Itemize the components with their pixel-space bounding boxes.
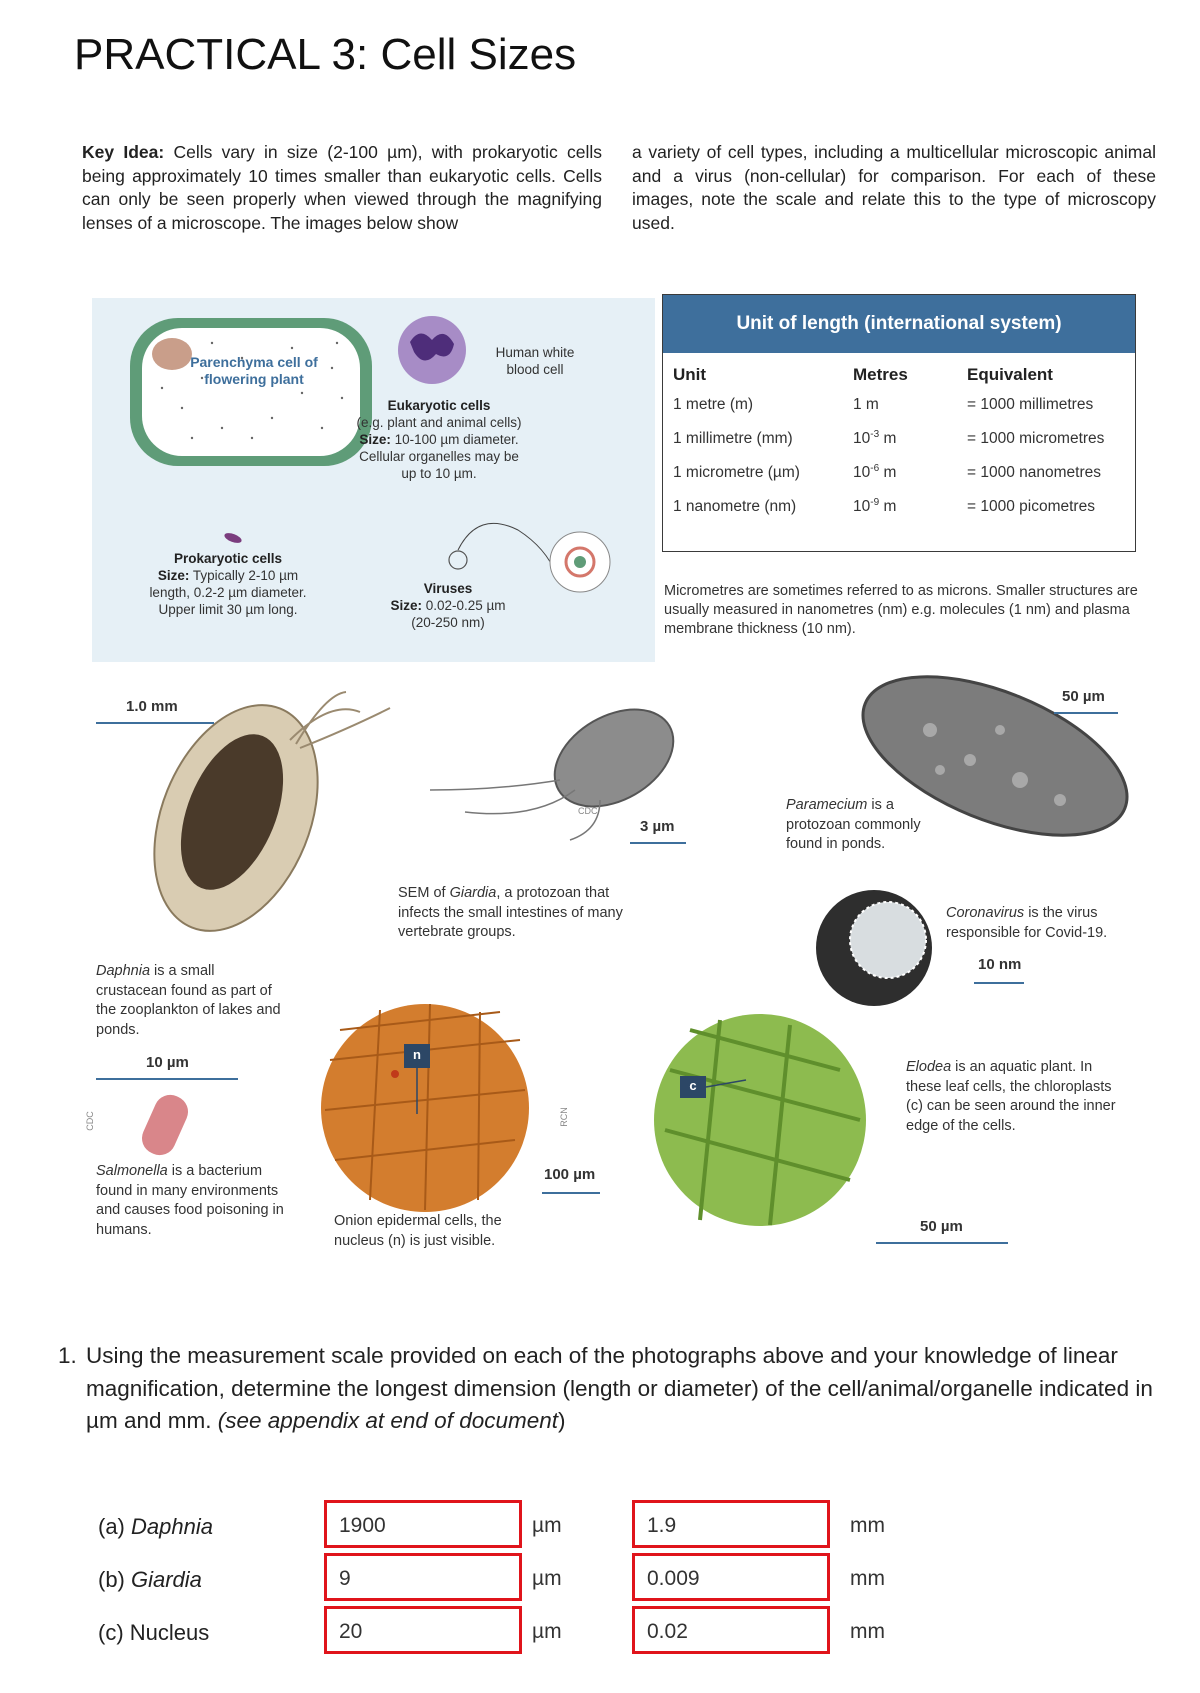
answer-letter: (c) <box>98 1620 130 1645</box>
paramecium-caption <box>786 796 960 855</box>
answer-label <box>98 1514 213 1540</box>
equivalent-column-header: Equivalent <box>967 365 1053 384</box>
key-idea-text-right: a variety of cell types, including a multicellular microscopic animal and a virus (non-cellular) for comparison. For each of these images, note the scale and relate this to the type of microscopy used. <box>632 142 1156 233</box>
answer-um-unit: µm <box>532 1514 562 1537</box>
prokaryotic-limit: Upper limit 30 µm long. <box>158 602 298 617</box>
answer-mm-field[interactable]: 1.9 <box>632 1500 830 1548</box>
elodea-scale-label: 50 µm <box>920 1218 963 1235</box>
unit-cell: 1 nanometre (nm) <box>673 498 797 515</box>
elodea-scale-bar <box>876 1242 1008 1244</box>
equivalent-cell: = 1000 micrometres <box>967 430 1105 447</box>
page-title: PRACTICAL 3: Cell Sizes <box>74 30 577 79</box>
unit-column-header: Unit <box>673 365 707 384</box>
daphnia-caption-name: Daphnia <box>96 963 151 979</box>
coronavirus-caption <box>946 904 1142 943</box>
metres-base: 10 <box>853 498 871 516</box>
question-note: (see appendix at end of document <box>217 1408 559 1433</box>
micron-note: Micrometres are sometimes referred to as microns. Smaller structures are usually measured in nanometres (nm) e.g. molecules (1 nm) and plasma membrane thickness (10 nm). <box>664 583 1138 637</box>
answer-row-b <box>0 1553 1200 1607</box>
question-number: 1. <box>58 1343 77 1368</box>
answer-organism: Giardia <box>131 1567 202 1592</box>
answer-um-unit: µm <box>532 1620 562 1643</box>
onion-credit: RCN <box>558 1107 569 1127</box>
answer-um-unit: µm <box>532 1567 562 1590</box>
giardia-scale-label: 3 µm <box>640 818 675 835</box>
paramecium-caption-name: Paramecium <box>786 797 868 813</box>
unit-cell: 1 micrometre (µm) <box>673 464 800 481</box>
paramecium-caption-post: is a protozoan commonly found in ponds. <box>786 797 921 852</box>
paramecium-scale-label: 50 µm <box>1062 688 1105 705</box>
eukaryotic-size: 10-100 µm diameter. <box>394 432 519 447</box>
salmonella-caption-name: Salmonella <box>96 1163 168 1179</box>
answer-mm-unit: mm <box>850 1620 885 1643</box>
metres-base: 10 <box>853 464 871 482</box>
elodea-caption-post: is an aquatic plant. In these leaf cells, the chloroplasts (c) can be seen around the inner edge of the cells. <box>906 1059 1116 1134</box>
prokaryotic-heading: Prokaryotic cells <box>173 551 283 566</box>
equivalent-cell: = 1000 nanometres <box>967 464 1101 481</box>
salmonella-credit: CDC <box>84 1111 95 1131</box>
virus-size-nm: (20-250 nm) <box>411 615 485 630</box>
giardia-image <box>538 690 691 827</box>
question-close: ) <box>558 1408 566 1433</box>
eukaryotic-example: (e.g. plant and animal cells) <box>356 415 522 430</box>
daphnia-caption-post: is a small crustacean found as part of the zooplankton of lakes and ponds. <box>96 963 281 1038</box>
giardia-caption-post: , a protozoan that infects the small intestines of many vertebrate groups. <box>398 885 623 940</box>
equivalent-cell: = 1000 millimetres <box>967 396 1094 413</box>
answer-um-field[interactable]: 9 <box>324 1553 522 1601</box>
eukaryotic-size-label: Size: <box>359 432 391 447</box>
answer-label <box>98 1567 202 1593</box>
answer-mm-field[interactable]: 0.009 <box>632 1553 830 1601</box>
coronavirus-caption-name: Coronavirus <box>946 905 1025 921</box>
daphnia-scale-bar <box>96 722 214 724</box>
coronavirus-scale-bar <box>974 982 1024 984</box>
elodea-chloroplast-marker: c <box>689 1078 697 1093</box>
salmonella-caption <box>96 1162 296 1240</box>
virus-size: 0.02-0.25 µm <box>425 598 506 613</box>
metres-base: 10 <box>853 430 871 448</box>
metres-cell: 1 m <box>853 396 879 413</box>
onion-caption: Onion epidermal cells, the nucleus (n) is just visible. <box>334 1213 502 1249</box>
unit-table-title: Unit of length (international system) <box>663 295 1135 353</box>
answer-row-c <box>0 1606 1200 1660</box>
elodea-leaf-image <box>654 1014 866 1226</box>
salmonella-scale-label: 10 µm <box>146 1054 189 1071</box>
metres-exponent: -3 <box>870 429 880 441</box>
elodea-caption-name: Elodea <box>906 1059 952 1075</box>
giardia-caption <box>398 884 638 943</box>
eukaryotic-organelles: Cellular organelles may be up to 10 µm. <box>359 449 519 481</box>
metres-column-header: Metres <box>853 365 908 384</box>
onion-nucleus-marker: n <box>413 1047 421 1062</box>
unit-cell: 1 metre (m) <box>673 396 754 413</box>
metres-suffix: m <box>883 498 897 516</box>
key-idea-label: Key Idea: <box>82 142 165 162</box>
answer-mm-unit: mm <box>850 1567 885 1590</box>
coronavirus-particle <box>850 902 926 978</box>
virus-size-label: Size: <box>390 598 422 613</box>
question-1 <box>58 1340 1158 1438</box>
answer-row-a <box>0 1500 1200 1554</box>
giardia-caption-name: Giardia <box>449 885 497 901</box>
answer-organism: Nucleus <box>129 1620 210 1645</box>
parenchyma-label: Parenchyma cell of flowering plant <box>190 354 318 387</box>
answer-organism: Daphnia <box>131 1514 213 1539</box>
metres-suffix: m <box>883 464 897 482</box>
giardia-scale-bar <box>630 842 686 844</box>
key-idea-text-left: Cells vary in size (2-100 µm), with prokaryotic cells being approximately 10 times smaller than eukaryotic cells. Cells can only be seen properly when viewed through the magnifying lenses of a microscope. The images below show <box>82 142 602 233</box>
answer-letter: (b) <box>98 1567 131 1592</box>
giardia-credit: CDC <box>578 806 598 816</box>
coronavirus-caption-post: is the virus responsible for Covid-19. <box>946 905 1108 941</box>
daphnia-caption <box>96 962 286 1040</box>
answer-letter: (a) <box>98 1514 131 1539</box>
paramecium-scale-bar <box>1054 712 1118 714</box>
answer-mm-unit: mm <box>850 1514 885 1537</box>
metres-suffix: m <box>883 430 897 448</box>
onion-scale-label: 100 µm <box>544 1166 596 1183</box>
onion-scale-bar <box>542 1192 600 1194</box>
salmonella-scale-bar <box>96 1078 238 1080</box>
answer-um-field[interactable]: 20 <box>324 1606 522 1654</box>
unit-cell: 1 millimetre (mm) <box>673 430 793 447</box>
answer-label <box>98 1620 209 1646</box>
elodea-caption <box>906 1058 1126 1136</box>
prokaryotic-size-label: Size: <box>157 568 190 583</box>
eukaryotic-heading: Eukaryotic cells <box>387 398 491 413</box>
equivalent-cell: = 1000 picometres <box>967 498 1095 515</box>
onion-nucleus <box>391 1070 399 1078</box>
salmonella-image <box>137 1090 193 1160</box>
question-text: Using the measurement scale provided on each of the photographs above and your knowledge of linear magnification, determine the longest dimension (length or diameter) of the cell/animal/organelle indicated in µm and mm. <box>86 1343 1153 1433</box>
answer-mm-field[interactable]: 0.02 <box>632 1606 830 1654</box>
daphnia-scale-label: 1.0 mm <box>126 698 178 715</box>
metres-exponent: -6 <box>870 463 880 475</box>
prokaryotic-size: Typically 2-10 µm length, 0.2-2 µm diameter. <box>149 568 307 600</box>
metres-exponent: -9 <box>870 497 880 509</box>
virus-heading: Viruses <box>423 581 473 596</box>
white-blood-cell-label: Human white blood cell <box>495 345 575 377</box>
giardia-caption-pre: SEM of <box>398 885 450 901</box>
answer-um-field[interactable]: 1900 <box>324 1500 522 1548</box>
salmonella-caption-post: is a bacterium found in many environments and causes food poisoning in humans. <box>96 1163 284 1238</box>
coronavirus-scale-label: 10 nm <box>978 956 1022 973</box>
